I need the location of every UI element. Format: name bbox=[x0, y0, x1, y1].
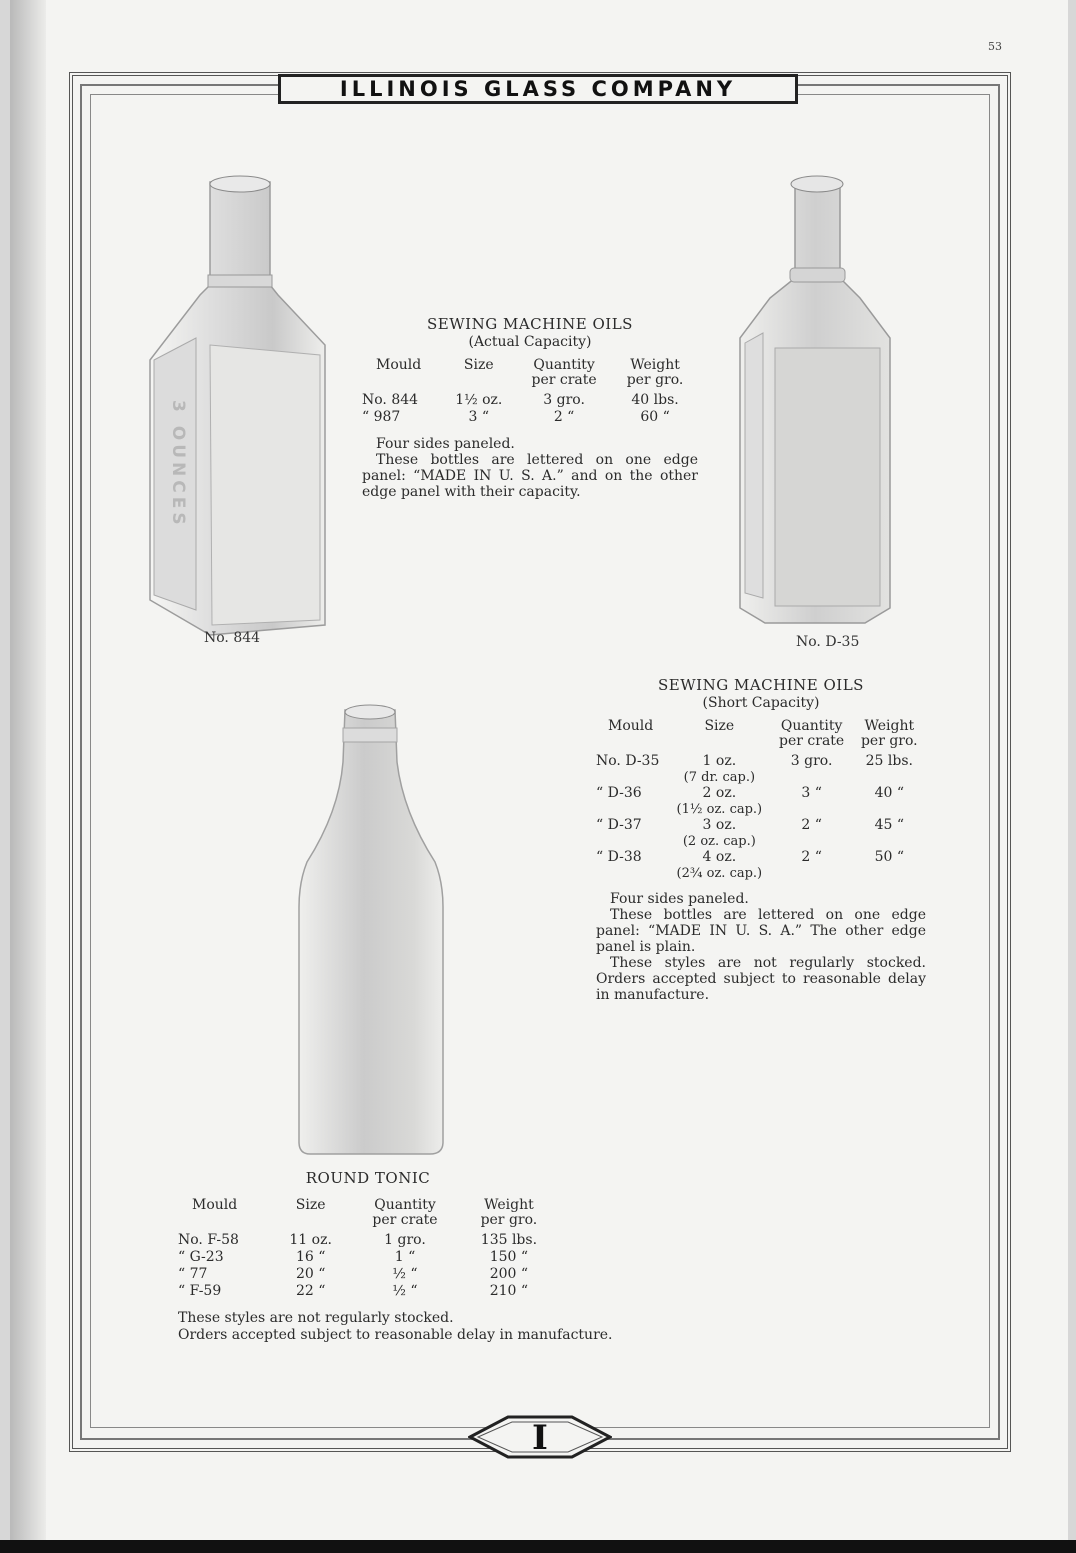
table-row: “ D-38 4 oz. (2¾ oz. cap.) 2 “ 50 “ bbox=[596, 849, 904, 881]
diamond-logo bbox=[468, 1414, 612, 1460]
bottle-844-caption: No. 844 bbox=[204, 630, 261, 646]
table-row: No. F-58 11 oz. 1 gro. 135 lbs. bbox=[178, 1232, 538, 1248]
sewing-oils-short-section bbox=[596, 677, 926, 1003]
table-row: “ D-36 2 oz. (1½ oz. cap.) 3 “ 40 “ bbox=[596, 785, 904, 817]
table-header-row bbox=[362, 358, 698, 392]
company-title: ILLINOIS GLASS COMPANY bbox=[339, 77, 737, 101]
spec-table bbox=[596, 719, 926, 881]
table-row: No. 844 1½ oz. 3 gro. 40 lbs. bbox=[362, 392, 679, 408]
page-number: 53 bbox=[988, 40, 1002, 53]
section-title: SEWING MACHINE OILS bbox=[658, 676, 864, 694]
spec-table bbox=[362, 358, 698, 426]
col-size: Size bbox=[295, 1197, 326, 1213]
section-notes: Four sides paneled. These bottles are lettered on one edge panel: “MADE IN U. S. A.” and on the other edge panel with their capacity. bbox=[362, 436, 698, 500]
table-row: “ 77 20 “ ½ “ 200 “ bbox=[178, 1266, 529, 1282]
round-tonic-illustration bbox=[295, 702, 445, 1162]
table-row: “ 987 3 “ 2 “ 60 “ bbox=[362, 409, 670, 425]
col-weight: Weight per gro. bbox=[860, 718, 918, 749]
col-quantity: Quantity per crate bbox=[372, 1197, 438, 1228]
section-notes: These styles are not regularly stocked. Orders accepted subject to reasonable delay in manufacture. bbox=[178, 1310, 613, 1343]
table-row: No. D-35 1 oz. (7 dr. cap.) 3 gro. 25 lbs. bbox=[596, 753, 913, 785]
col-quantity: Quantity per crate bbox=[531, 357, 597, 388]
table-row: “ G-23 16 “ 1 “ 150 “ bbox=[178, 1249, 529, 1265]
section-notes: Four sides paneled. These bottles are lettered on one edge panel: “MADE IN U. S. A.” The other edge panel is plain. These styles are not regularly stocked. Orders accepted subject to reasonable delay in manufacture. bbox=[596, 891, 926, 1003]
bottle-d35-caption: No. D-35 bbox=[796, 634, 860, 650]
bottle-844-embossing: 3 OUNCES bbox=[168, 400, 188, 529]
col-size: Size bbox=[463, 357, 494, 373]
sewing-oils-actual-section bbox=[362, 316, 698, 500]
spec-table bbox=[178, 1198, 558, 1300]
section-title: ROUND TONIC bbox=[305, 1169, 431, 1187]
section-subtitle: (Actual Capacity) bbox=[468, 334, 592, 350]
section-title: SEWING MACHINE OILS bbox=[427, 315, 633, 333]
binding-shadow bbox=[10, 0, 46, 1540]
section-subtitle: (Short Capacity) bbox=[702, 695, 820, 711]
col-weight: Weight per gro. bbox=[480, 1197, 538, 1228]
logo-letter: I bbox=[532, 1418, 548, 1458]
table-header-row bbox=[178, 1198, 558, 1232]
col-mould: Mould bbox=[608, 718, 654, 734]
header-banner bbox=[278, 74, 798, 104]
col-weight: Weight per gro. bbox=[626, 357, 684, 388]
col-size: Size bbox=[704, 718, 735, 734]
table-row: “ D-37 3 oz. (2 oz. cap.) 2 “ 45 “ bbox=[596, 817, 904, 849]
col-mould: Mould bbox=[376, 357, 422, 373]
scan-edge bbox=[0, 1540, 1076, 1553]
bottle-d35-illustration bbox=[735, 168, 895, 628]
table-row: “ F-59 22 “ ½ “ 210 “ bbox=[178, 1283, 529, 1299]
col-mould: Mould bbox=[192, 1197, 238, 1213]
table-header-row bbox=[596, 719, 926, 753]
col-quantity: Quantity per crate bbox=[779, 718, 845, 749]
round-tonic-section bbox=[178, 1170, 628, 1344]
